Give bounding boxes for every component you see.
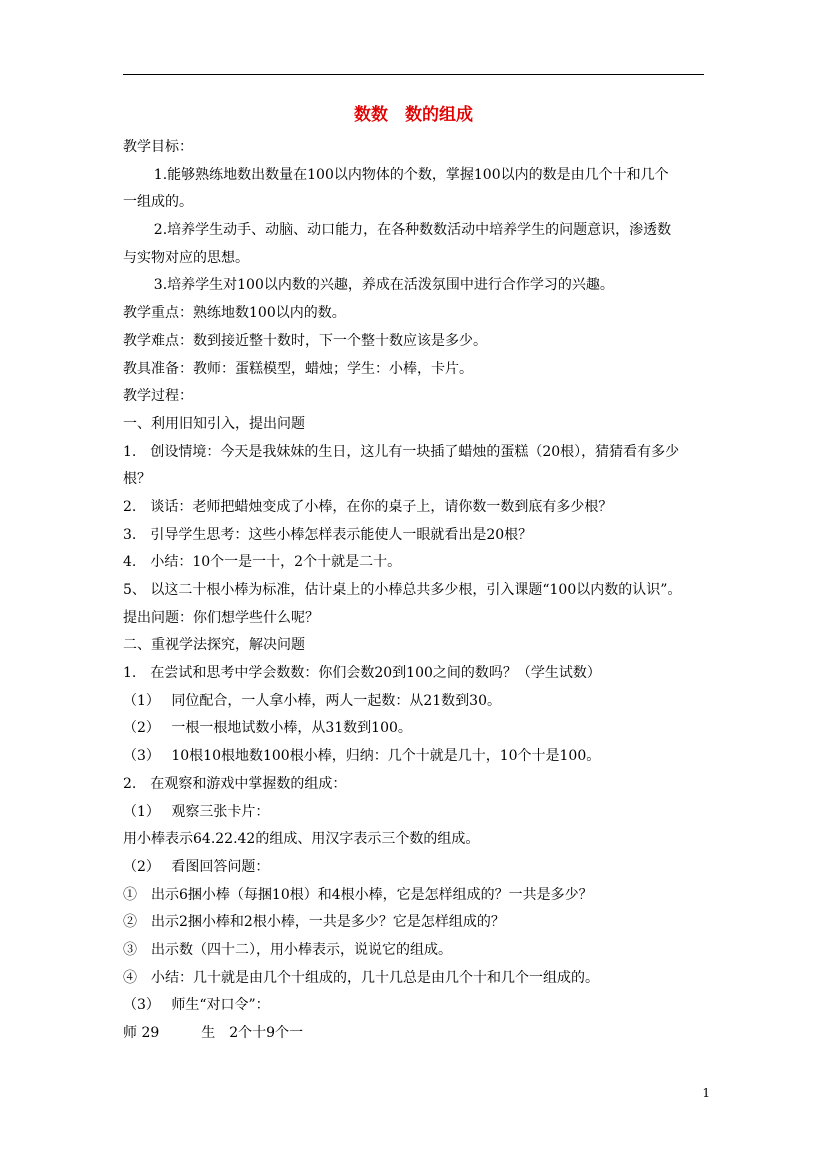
page-number: 1 [702,1086,710,1100]
text-line: 2. 谈话：老师把蜡烛变成了小棒，在你的桌子上，请你数一数到底有多少根？ [123,498,613,515]
text-line: 2.培养学生动手、动脑、动口能力，在各种数数活动中培养学生的问题意识，渗透数 [153,222,672,239]
text-line: 2. 在观察和游戏中掌握数的组成： [123,775,347,792]
document-body [123,134,708,1048]
text-line: 一组成的。 [123,194,193,211]
text-line: ③ 出示数（四十二），用小棒表示，说说它的组成。 [123,941,452,958]
text-line: （2） 一根一根地试数小棒，从31数到100。 [123,720,412,737]
text-line: 二、重视学法探究，解决问题 [123,637,305,654]
text-line: 教学过程： [123,388,193,405]
text-line: ① 出示6捆小棒（每捆10根）和4根小棒，它是怎样组成的？一共是多少？ [123,886,593,903]
text-line: 一、利用旧知引入，提出问题 [123,415,305,432]
text-line: 1. 创设情境：今天是我妹妹的生日，这儿有一块插了蜡烛的蛋糕（20根），猜猜看有多少 [123,443,680,460]
document-title: 数数 数的组成 [354,105,473,125]
text-line: 教具准备：教师：蛋糕模型，蜡烛；学生：小棒，卡片。 [123,360,473,377]
text-line: 1. 在尝试和思考中学会数数：你们会数20到100之间的数吗？（学生试数） [123,665,601,682]
text-line: 教学重点：熟练地数100以内的数。 [123,305,346,322]
text-line: 与实物对应的思想。 [123,249,249,266]
text-line: 3.培养学生对100以内数的兴趣，养成在活泼氛围中进行合作学习的兴趣。 [153,277,614,294]
text-line: 师 29 生 2个十9个一 [123,1025,304,1041]
text-line: 4. 小结：10个一是一十，2个十就是二十。 [123,554,402,571]
text-line: ② 出示2捆小棒和2根小棒，一共是多少？它是怎样组成的？ [123,914,505,931]
text-line: （3） 10根10根地数100根小棒，归纳：几个十就是几十，10个十是100。 [123,748,601,765]
text-line: 教学目标： [123,139,193,155]
text-line: 用小棒表示64.22.42的组成、用汉字表示三个数的组成。 [123,831,480,848]
text-line: （3） 师生“对口令”： [123,997,270,1014]
text-line: 提出问题：你们想学些什么呢？ [123,609,319,626]
header-rule [123,74,704,75]
text-line: （1） 观察三张卡片： [123,803,270,820]
text-line: 3. 引导学生思考：这些小棒怎样表示能使人一眼就看出是20根？ [123,526,533,543]
text-line: （1） 同位配合，一人拿小棒，两人一起数：从21数到30。 [123,692,501,709]
text-line: 5、 以这二十根小棒为标准，估计桌上的小棒总共多少根，引入课题“100以内数的认识”。 [123,582,682,598]
text-line: 教学难点：数到接近整十数时，下一个整十数应该是多少。 [123,332,487,349]
text-line: （2） 看图回答问题： [123,858,270,875]
text-line: 根？ [123,471,151,488]
text-line: 1.能够熟练地数出数量在100以内物体的个数，掌握100以内的数是由几个十和几个 [153,166,669,183]
text-line: ④ 小结：几十就是由几个十组成的，几十几总是由几个十和几个一组成的。 [123,969,599,986]
